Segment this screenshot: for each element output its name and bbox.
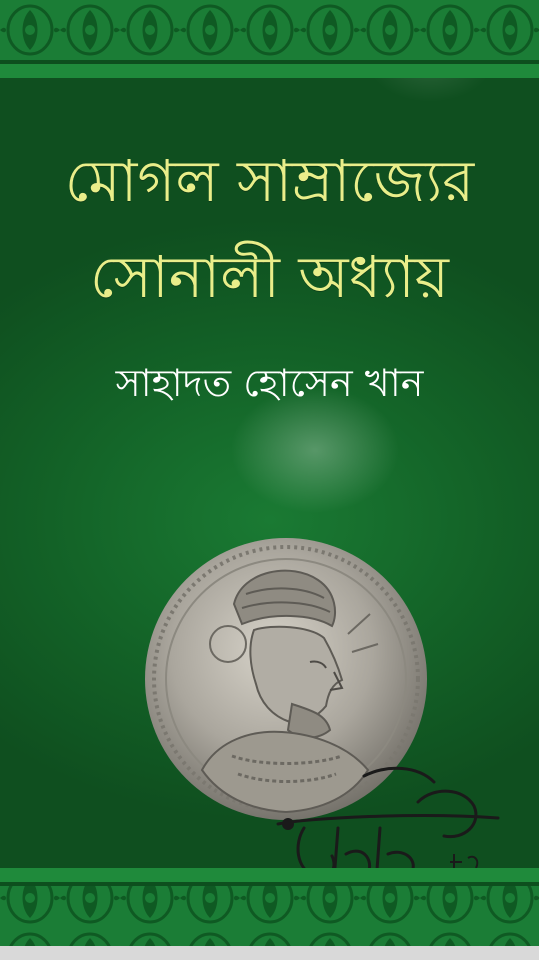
top-ornamental-border xyxy=(0,0,539,78)
floral-border-icon xyxy=(0,868,539,960)
floral-border-icon xyxy=(0,0,539,78)
book-title-line-1: মোগল সাম্রাজ্যের xyxy=(64,147,475,215)
author-name: সাহাদত হোসেন খান xyxy=(115,361,424,405)
bottom-ornamental-border xyxy=(0,868,539,960)
book-title-line-2: সোনালী অধ্যায় xyxy=(90,243,449,311)
